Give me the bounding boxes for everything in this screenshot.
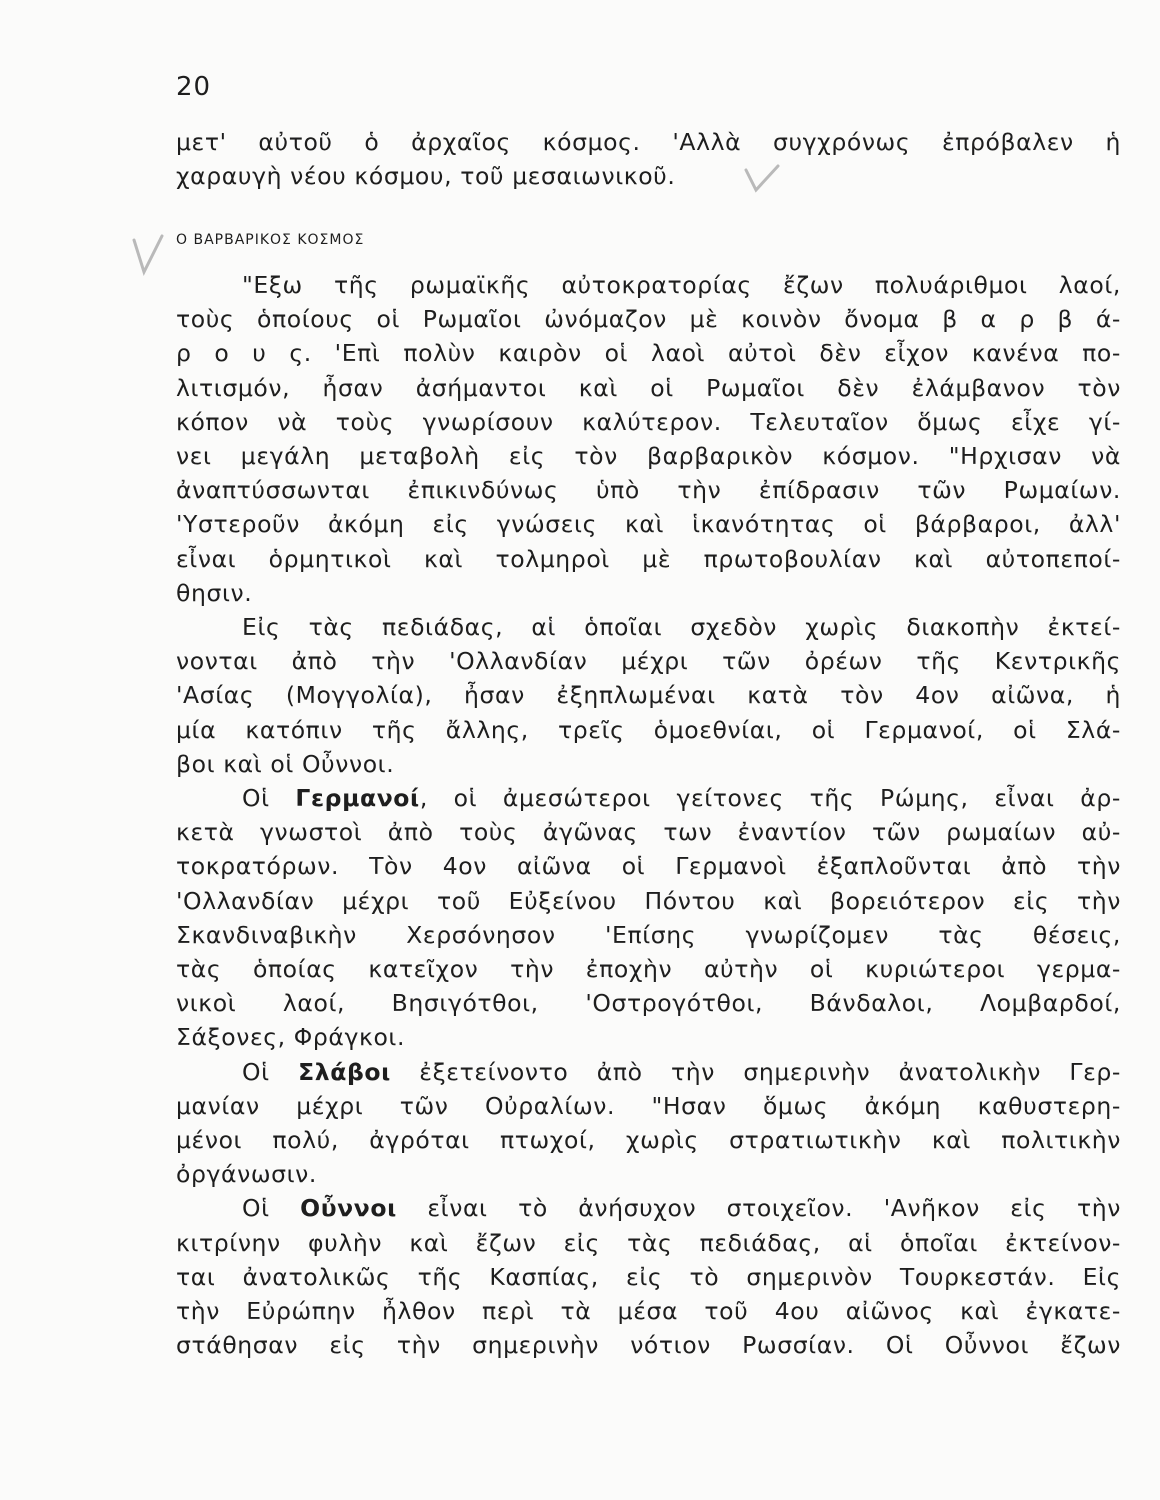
text-line: χαραυγὴ νέου κόσμου, τοῦ μεσαιωνικοῦ. — [176, 162, 676, 191]
text-line: κιτρίνην φυλὴν καὶ ἔζων εἰς τὰς πεδιάδας, αἱ ὁποῖαι ἐκτείνον- — [176, 1228, 1121, 1257]
text-line: μετ' αὐτοῦ ὁ ἀρχαῖος κόσμος. 'Αλλὰ συγχρόνως ἐπρόβαλεν ἡ — [176, 128, 1121, 156]
text-line: νικοὶ λαοί, Βησιγότθοι, 'Οστρογότθοι, Βάνδαλοι, Λομβαρδοί, — [176, 989, 1121, 1018]
text-line: ται ἀνατολικῶς τῆς Κασπίας, εἰς τὸ σημερινὸν Τουρκεστάν. Εἰς — [176, 1262, 1121, 1291]
intro-text — [176, 125, 1121, 193]
text-run: Οἱ — [242, 784, 270, 813]
body-text — [176, 268, 1121, 1363]
text-run: εἶναι τὸ ἀνήσυχον στοιχεῖον. 'Ανῆκον εἰς τὴν — [396, 1194, 1121, 1223]
text-line — [176, 1191, 1121, 1225]
text-line: λιτισμόν, ἦσαν ἀσήμαντοι καὶ οἱ Ρωμαῖοι δὲν ἐλάμβανον τὸν — [176, 373, 1121, 402]
text-line: "Εξω τῆς ρωμαϊκῆς αὐτοκρατορίας ἔζων πολυάριθμοι λαοί, — [242, 271, 1121, 299]
text-run: , οἱ ἀμεσώτεροι γείτονες τῆς Ρώμης, εἶναι ἀρ- — [419, 784, 1121, 813]
text-line: βοι καὶ οἱ Οὖννοι. — [176, 749, 395, 778]
text-line: τοκρατόρων. Τὸν 4ον αἰῶνα οἱ Γερμανοὶ ἐξαπλοῦνται ἀπὸ τὴν — [176, 852, 1121, 881]
text-line: μία κατόπιν τῆς ἄλλης, τρεῖς ὁμοεθνίαι, οἱ Γερμανοί, οἱ Σλά- — [176, 715, 1121, 744]
text-line: Σκανδιναβικὴν Χερσόνησον 'Επίσης γνωρίζομεν τὰς θέσεις, — [176, 920, 1121, 949]
emphasis-term: Οὖννοι — [300, 1194, 397, 1223]
text-line: κετὰ γνωστοὶ ἀπὸ τοὺς ἀγῶνας των ἐναντίον τῶν ρωμαίων αὐ- — [176, 818, 1121, 847]
text-line: τοὺς ὁποίους οἱ Ρωμαῖοι ὠνόμαζον μὲ κοινὸν ὄνομα β α ρ β ά- — [176, 305, 1121, 334]
text-line: ρ ο υ ς. 'Επὶ πολὺν καιρὸν οἱ λαοὶ αὐτοὶ δὲν εἶχον κανένα πο- — [176, 339, 1121, 368]
text-line: Εἰς τὰς πεδιάδας, αἱ ὁποῖαι σχεδὸν χωρὶς διακοπὴν ἐκτεί- — [242, 613, 1121, 642]
text-line: 'Ολλανδίαν μέχρι τοῦ Εὐξείνου Πόντου καὶ βορειότερον εἰς τὴν — [176, 886, 1121, 915]
emphasis-term: Γερμανοί — [295, 784, 420, 813]
text-run: ἐξετείνοντο ἀπὸ τὴν σημερινὴν ἀνατολικὴν Γερ- — [390, 1057, 1121, 1086]
text-line: κόπον νὰ τοὺς γνωρίσουν καλύτερον. Τελευταῖον ὅμως εἶχε γί- — [176, 407, 1121, 436]
emphasis-term: Σλάβοι — [298, 1057, 391, 1086]
text-line: ἀναπτύσσωνται ἐπικινδύνως ὑπὸ τὴν ἐπίδρασιν τῶν Ρωμαίων. — [176, 476, 1121, 505]
text-line: θησιν. — [176, 578, 253, 607]
text-line: νει μεγάλη μεταβολὴ εἰς τὸν βαρβαρικὸν κόσμον. "Ηρχισαν νὰ — [176, 442, 1121, 471]
text-run: Οἱ — [242, 1057, 270, 1086]
text-line: Σάξονες, Φράγκοι. — [176, 1023, 406, 1052]
pencil-check-mark-icon — [128, 232, 168, 282]
text-line: τὰς ὁποίας κατεῖχον τὴν ἐποχὴν αὐτὴν οἱ κυριώτεροι γερμα- — [176, 955, 1121, 984]
text-line: μένοι πολύ, ἀγρόται πτωχοί, χωρὶς στρατιωτικὴν καὶ πολιτικὴν — [176, 1126, 1121, 1155]
text-line: νονται ἀπὸ τὴν 'Ολλανδίαν μέχρι τῶν ὀρέων τῆς Κεντρικῆς — [176, 647, 1121, 676]
text-line: τὴν Εὐρώπην ἦλθον περὶ τὰ μέσα τοῦ 4ου αἰῶνος καὶ ἐγκατε- — [176, 1297, 1121, 1326]
text-line: στάθησαν εἰς τὴν σημερινὴν νότιον Ρωσσίαν. Οἱ Οὖννοι ἔζων — [176, 1331, 1121, 1360]
page-number: 20 — [176, 72, 212, 102]
text-line — [176, 1055, 1121, 1089]
section-heading: Ο ΒΑΡΒΑΡΙΚΟΣ ΚΟΣΜΟΣ — [176, 232, 365, 248]
text-line: 'Υστεροῦν ἀκόμη εἰς γνώσεις καὶ ἱκανότητας οἱ βάρβαροι, ἀλλ' — [176, 510, 1121, 539]
text-line: μανίαν μέχρι τῶν Οὐραλίων. "Ησαν ὅμως ἀκόμη καθυστερη- — [176, 1091, 1121, 1120]
text-line: ὀργάνωσιν. — [176, 1160, 317, 1189]
text-run: Οἱ — [242, 1194, 270, 1223]
text-line — [176, 781, 1121, 815]
text-line: 'Ασίας (Μογγολία), ἦσαν ἐξηπλωμέναι κατὰ τὸν 4ον αἰῶνα, ἡ — [176, 681, 1121, 710]
text-line: εἶναι ὁρμητικοὶ καὶ τολμηροὶ μὲ πρωτοβουλίαν καὶ αὐτοπεποί- — [176, 544, 1121, 573]
